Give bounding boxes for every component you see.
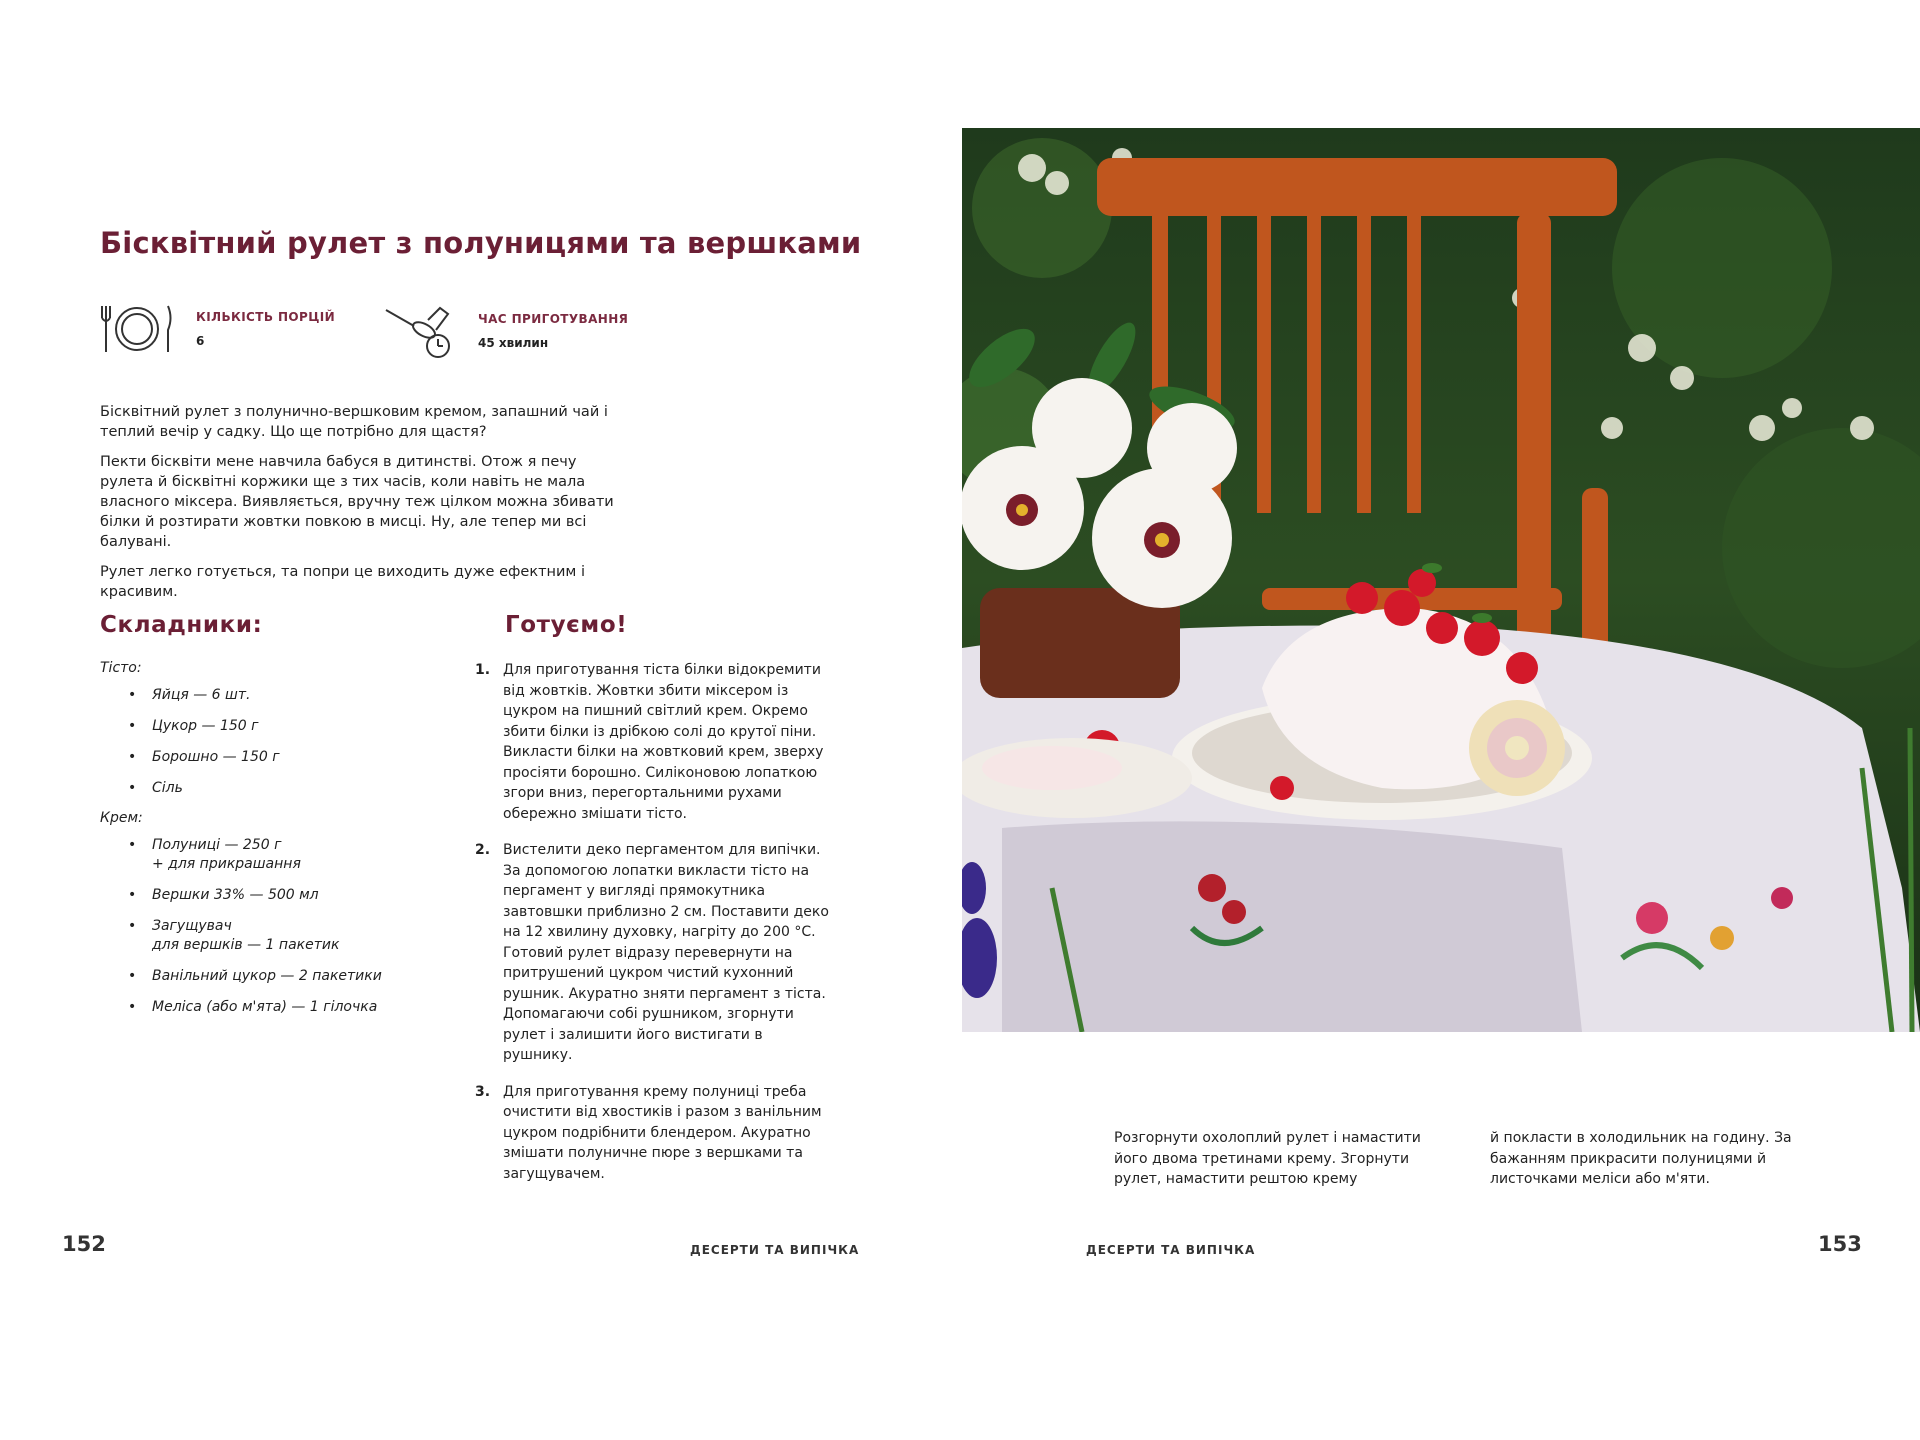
ingredient-text: Полуниці — 250 г: [152, 837, 282, 853]
cream-group-label: Крем:: [100, 810, 143, 826]
ingredient-text: Ванільний цукор — 2 пакетики: [152, 968, 382, 984]
ingredient-item: [100, 886, 420, 905]
step-text: Вистелити деко пергаментом для випічки. За допомогою лопатки викласти тісто на пергамент у вигляді прямокутника завтовшки приблизно 2 см. Поставити деко на 12 хвилину духовку, нагріту до 200 °C. Готовий рулет відразу перевернути на притрушений цукром чистий кухонний рушник. Акуратно зняти пергамент з тіста. Допомагаючи собі рушником, згорнути рулет і залишити його вистигати в рушнику.: [503, 842, 829, 1063]
intro-paragraph: Рулет легко готується, та попри це виходить дуже ефектним і красивим.: [100, 564, 585, 600]
dough-ingredients: [100, 686, 420, 798]
step-item: [475, 660, 835, 824]
ingredient-text: Меліса (або м'ята) — 1 гілочка: [152, 999, 378, 1015]
step-item: [475, 1082, 835, 1185]
ingredient-text: Вершки 33% — 500 мл: [152, 887, 319, 903]
time-label: ЧАС ПРИГОТУВАННЯ: [478, 312, 629, 326]
dough-group-label: Тісто:: [100, 660, 142, 676]
ingredient-item: • Яйця — 6 шт.: [100, 686, 420, 705]
ingredient-item: • Цукор — 150 г: [100, 717, 420, 736]
continuation-column-2: й покласти в холодильник на годину. За бажанням прикрасити полуницями й листочками меліси або м'яти.: [1490, 1130, 1792, 1187]
ingredient-note: + для прикрашання: [152, 856, 301, 872]
recipe-title: Бісквітний рулет з полуницями та вершками: [100, 226, 862, 260]
step-number: 1.: [475, 662, 491, 678]
step-item: [475, 840, 835, 1066]
ingredient-note: для вершків — 1 пакетик: [152, 937, 340, 953]
ingredient-item: [100, 967, 420, 986]
ingredient-text: Загущувач: [152, 918, 232, 934]
continuation-column-1: Розгорнути охолоплий рулет і намастити його двома третинами крему. Згорнути рулет, намастити рештою крему: [1114, 1130, 1421, 1187]
step-text: Для приготування крему полуниці треба очистити від хвостиків і разом з ванільним цукром подрібнити блендером. Акуратно змішати полуничне пюре з вершками та загущувачем.: [503, 1083, 822, 1182]
ingredient-item: [100, 836, 420, 874]
intro-paragraph: Пекти бісквіти мене навчила бабуся в дитинстві. Отож я печу рулета й бісквітні коржики ще з тих часів, коли навіть не мала власного міксера. Виявляється, вручну теж цілком можна збивати білки й розтирати жовтки повкою в мисці. Ну, але тепер ми всі балувані.: [100, 454, 614, 550]
cooking-steps: [475, 660, 835, 1200]
ingredients-list: [100, 660, 420, 1029]
section-label-left: ДЕСЕРТИ ТА ВИПІЧКА: [690, 1243, 860, 1257]
recipe-intro: [100, 402, 630, 612]
ingredient-item: • Сіль: [100, 779, 420, 798]
plate-fork-knife-icon: [100, 300, 174, 358]
cream-ingredients: [100, 836, 420, 1017]
portions-value: 6: [196, 334, 205, 348]
page-number-right: 153: [1818, 1232, 1862, 1256]
ingredients-heading: Складники:: [100, 612, 263, 638]
section-label-right: ДЕСЕРТИ ТА ВИПІЧКА: [1086, 1243, 1256, 1257]
portions-label: КІЛЬКІСТЬ ПОРЦІЙ: [196, 310, 336, 324]
time-value: 45 хвилин: [478, 336, 549, 350]
step-text: Для приготування тіста білки відокремити від жовтків. Жовтки збити міксером із цукром на пишний світлий крем. Окремо збити білки із дрібкою солі до крутої піни. Викласти білки на жовтковий крем, зверху просіяти борошно. Силіконовою лопаткою згори вниз, перегортальними рухами обережно змішати тісто.: [503, 662, 824, 822]
intro-paragraph: Бісквітний рулет з полунично-вершковим кремом, запашний чай і теплий вечір у садку. Що ще потрібно для щастя?: [100, 404, 608, 440]
step-number: 2.: [475, 842, 491, 858]
steps-heading: Готуємо!: [505, 612, 628, 638]
time-info: [384, 300, 628, 362]
whisk-timer-icon: [384, 300, 456, 362]
ingredient-item: • Борошно — 150 г: [100, 748, 420, 767]
step-number: 3.: [475, 1083, 491, 1100]
right-page: [960, 0, 1920, 1440]
portions-info: [100, 300, 335, 358]
page-number-left: 152: [62, 1232, 106, 1256]
ingredient-item: [100, 998, 420, 1017]
ingredient-item: [100, 917, 420, 955]
